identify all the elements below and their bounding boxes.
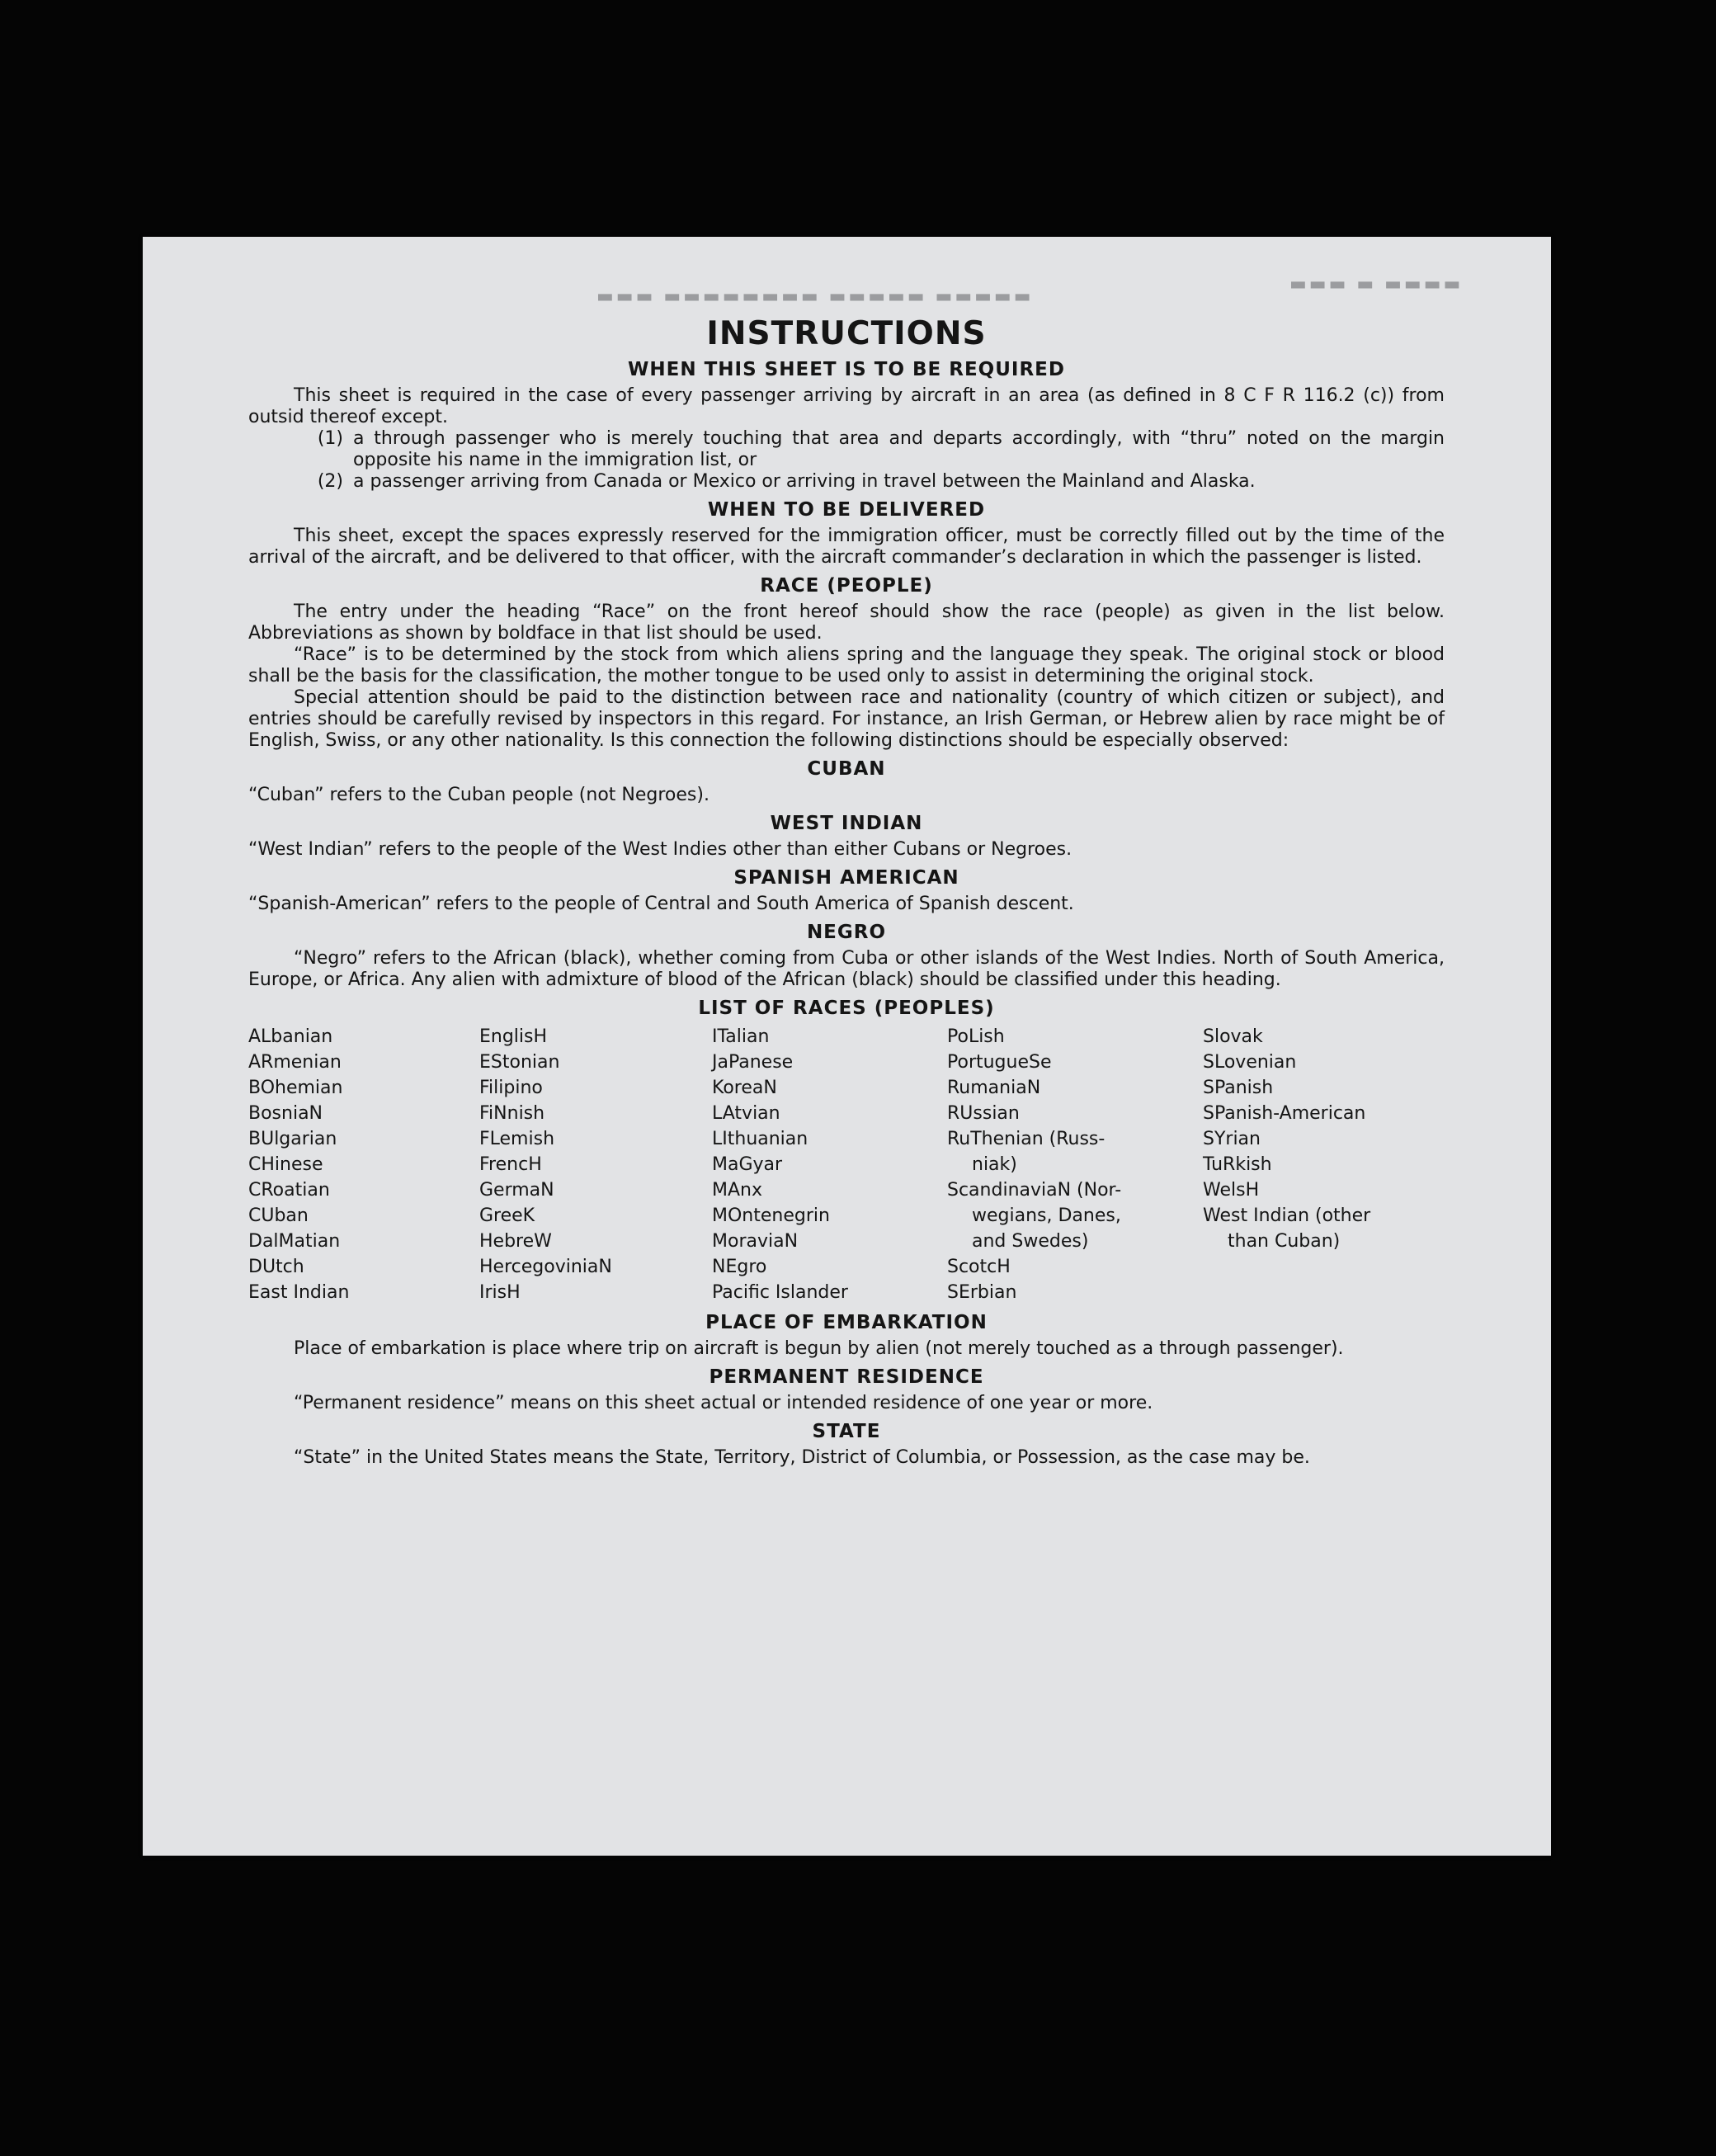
race-column xyxy=(1203,1024,1445,1305)
race-entry: RUssian xyxy=(947,1103,1020,1124)
race-entry: wegians, Danes, xyxy=(972,1205,1121,1226)
race-entry: ARmenian xyxy=(248,1052,342,1073)
race-entry: MaGyar xyxy=(712,1154,783,1175)
race-column xyxy=(947,1024,1203,1305)
item-text: a through passenger who is merely touching that area and departs accordingly, with “thru” noted on the margin opposite his name in the immigration list, or xyxy=(353,428,1445,470)
race-column xyxy=(248,1024,479,1305)
race-entry: MAnx xyxy=(712,1180,762,1201)
race-entry: FLemish xyxy=(479,1129,555,1149)
embarkation-text: Place of embarkation is place where trip on aircraft is begun by alien (not merely touched as a through passenger). xyxy=(294,1338,1344,1359)
race-entry: CUban xyxy=(248,1205,309,1226)
race-entry: CHinese xyxy=(248,1154,323,1175)
race-entry: FrencH xyxy=(479,1154,542,1175)
race-paragraph-1: The entry under the heading “Race” on the front hereof should show the race (people) as given in the list below. Abbreviations as shown by boldface in that list should be used. xyxy=(248,602,1445,644)
item-number: (2) xyxy=(317,471,343,492)
section-heading-residence: PERMANENT RESIDENCE xyxy=(709,1366,984,1388)
race-entry: LIthuanian xyxy=(712,1129,808,1149)
race-entry: LAtvian xyxy=(712,1103,780,1124)
race-list xyxy=(248,1024,1445,1305)
section-heading-spanish-american: SPANISH AMERICAN xyxy=(733,867,959,889)
race-entry: Pacific Islander xyxy=(712,1282,848,1303)
race-entry: Filipino xyxy=(479,1078,543,1098)
section-heading-list-of-races: LIST OF RACES (PEOPLES) xyxy=(698,998,995,1019)
section-heading-west-indian: WEST INDIAN xyxy=(770,813,923,834)
spanish-american-text: “Spanish-American” refers to the people of Central and South America of Spanish descent. xyxy=(248,894,1074,914)
race-entry: WelsH xyxy=(1203,1180,1260,1201)
delivered-text: This sheet, except the spaces expressly reserved for the immigration officer, must be correctly filled out by the time of the arrival of the aircraft, and be delivered to that officer, with the aircraft commander’s declaration in which the passenger is listed. xyxy=(248,526,1445,568)
race-entry: RumaniaN xyxy=(947,1078,1041,1098)
race-paragraph-2: “Race” is to be determined by the stock from which aliens spring and the language they speak. The original stock or blood shall be the basis for the classification, the mother tongue to be used only to assist in determining the original stock. xyxy=(248,644,1445,686)
list-item xyxy=(248,428,1445,471)
west-indian-text: “West Indian” refers to the people of the West Indies other than either Cubans or Negroes. xyxy=(248,839,1072,860)
race-entry: West Indian (other xyxy=(1203,1205,1371,1226)
race-entry: SLovenian xyxy=(1203,1052,1297,1073)
race-column xyxy=(712,1024,947,1305)
race-entry: ITalian xyxy=(712,1026,770,1047)
race-paragraph-3: Special attention should be paid to the distinction between race and nationality (country of which citizen or subject), and entries should be carefully revised by inspectors in this regard. For instance, an Irish German, or Hebrew alien by race might be of English, Swiss, or any other nationality. Is this connection the following distinctions should be especially observed: xyxy=(248,687,1445,751)
item-text: a passenger arriving from Canada or Mexico or arriving in travel between the Mainland and Alaska. xyxy=(353,471,1256,492)
race-entry: GermaN xyxy=(479,1180,554,1201)
document-content xyxy=(248,315,1445,1469)
residence-text: “Permanent residence” means on this sheet actual or intended residence of one year or more. xyxy=(294,1393,1153,1413)
item-number: (1) xyxy=(317,428,343,449)
section-heading-embarkation: PLACE OF EMBARKATION xyxy=(705,1312,988,1333)
race-entry: SErbian xyxy=(947,1282,1017,1303)
race-entry: Slovak xyxy=(1203,1026,1263,1047)
race-entry: CRoatian xyxy=(248,1180,330,1201)
race-entry: DUtch xyxy=(248,1257,304,1277)
list-item xyxy=(248,471,1445,493)
race-entry: FiNnish xyxy=(479,1103,545,1124)
race-entry: PortugueSe xyxy=(947,1052,1052,1073)
race-entry: RuThenian (Russ- xyxy=(947,1129,1106,1149)
section-heading-state: STATE xyxy=(812,1421,881,1442)
race-entry: HercegoviniaN xyxy=(479,1257,612,1277)
race-entry: JaPanese xyxy=(712,1052,794,1073)
race-entry: BosniaN xyxy=(248,1103,323,1124)
bleed-through-text: ▬▬▬ ▬▬▬▬▬▬▬▬ ▬▬▬▬▬ ▬▬▬▬▬ xyxy=(596,286,1034,307)
section-heading-delivered: WHEN TO BE DELIVERED xyxy=(707,499,986,521)
race-entry: ScandinaviaN (Nor- xyxy=(947,1180,1122,1201)
race-entry: SYrian xyxy=(1203,1129,1261,1149)
race-entry: SPanish xyxy=(1203,1078,1274,1098)
race-entry: TuRkish xyxy=(1203,1154,1272,1175)
required-intro: This sheet is required in the case of every passenger arriving by aircraft in an area (as defined in 8 C F R 116.2 (c)) from outsid thereof except. xyxy=(248,385,1445,427)
race-entry: HebreW xyxy=(479,1231,552,1252)
state-text: “State” in the United States means the State, Territory, District of Columbia, or Possession, as the case may be. xyxy=(294,1447,1310,1468)
race-entry: KoreaN xyxy=(712,1078,777,1098)
race-entry: NEgro xyxy=(712,1257,767,1277)
race-entry: BOhemian xyxy=(248,1078,343,1098)
document-sheet xyxy=(143,237,1551,1856)
race-entry: niak) xyxy=(972,1154,1017,1175)
section-heading-required: WHEN THIS SHEET IS TO BE REQUIRED xyxy=(628,359,1065,380)
race-entry: PoLish xyxy=(947,1026,1005,1047)
section-heading-negro: NEGRO xyxy=(806,922,887,943)
page-title: INSTRUCTIONS xyxy=(706,315,987,352)
race-entry: ScotcH xyxy=(947,1257,1011,1277)
race-entry: IrisH xyxy=(479,1282,521,1303)
race-entry: MOntenegrin xyxy=(712,1205,830,1226)
race-entry: MoraviaN xyxy=(712,1231,799,1252)
race-entry: ALbanian xyxy=(248,1026,333,1047)
race-entry: EnglisH xyxy=(479,1026,548,1047)
race-entry: DalMatian xyxy=(248,1231,341,1252)
race-entry: East Indian xyxy=(248,1282,350,1303)
race-entry: BUlgarian xyxy=(248,1129,337,1149)
cuban-text: “Cuban” refers to the Cuban people (not Negroes). xyxy=(248,785,710,805)
race-entry: and Swedes) xyxy=(972,1231,1089,1252)
negro-text: “Negro” refers to the African (black), whether coming from Cuba or other islands of the West Indies. North of South America, Europe, or Africa. Any alien with admixture of blood of the African (black) should be classified under this heading. xyxy=(248,948,1445,990)
section-heading-race: RACE (PEOPLE) xyxy=(760,575,933,597)
race-column xyxy=(479,1024,712,1305)
race-entry: EStonian xyxy=(479,1052,560,1073)
race-entry: SPanish-American xyxy=(1203,1103,1366,1124)
bleed-through-text: ▬▬▬ ▬ ▬▬▬▬ xyxy=(1289,274,1464,295)
section-heading-cuban: CUBAN xyxy=(807,758,886,780)
race-entry: GreeK xyxy=(479,1205,535,1226)
race-entry: than Cuban) xyxy=(1228,1231,1341,1252)
